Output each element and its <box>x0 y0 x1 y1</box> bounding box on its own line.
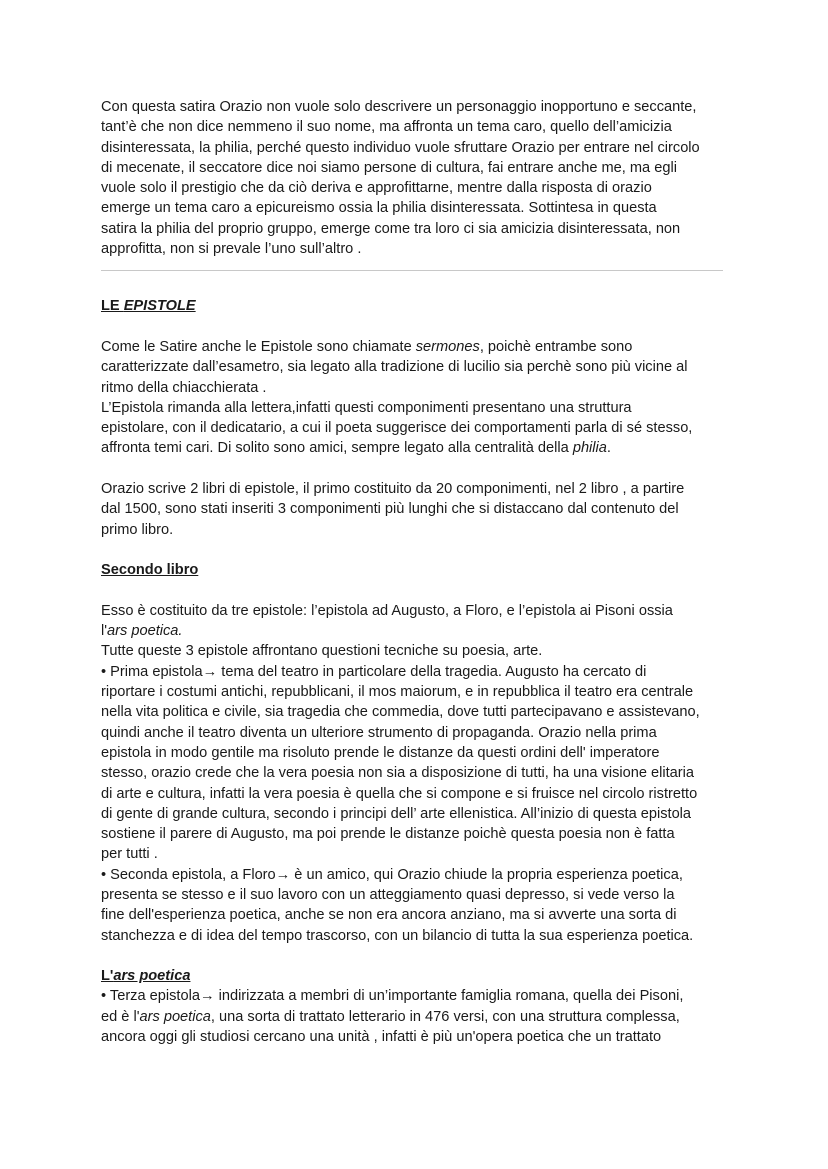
text-line: emerge un tema caro a epicureismo ossia la philia disinteressata. Sottintesa in questa <box>101 200 657 217</box>
text-line: primo libro. <box>101 521 174 538</box>
text-line: stesso, orazio crede che la vera poesia non sia a disposizione di tutti, ha una visione elitaria <box>101 765 695 782</box>
text-line: • Terza epistola→ indirizzata a membri di un’importante famiglia romana, quella dei Pisoni, <box>101 988 684 1005</box>
text-line: Come le Satire anche le Epistole sono chiamate sermones, poichè entrambe sono <box>101 338 633 355</box>
seconda-epistola-bullet <box>101 865 741 946</box>
text-line: L’Epistola rimanda alla lettera,infatti questi componimenti presentano una struttura <box>101 399 632 416</box>
text-line: ed è l'ars poetica, una sorta di trattato letterario in 476 versi, con una struttura complessa, <box>101 1008 680 1025</box>
epistole-paragraph-2 <box>101 398 741 459</box>
text-line: ancora oggi gli studiosi cercano una unità , infatti è più un'opera poetica che un trattato <box>101 1029 662 1046</box>
text-line: di gente di grande cultura, secondo i principi dell’ arte ellenistica. All’inizio di questa epistola <box>101 805 692 822</box>
text-line: tant’è che non dice nemmeno il suo nome, ma affronta un tema caro, quello dell’amicizia <box>101 119 672 136</box>
intro-paragraph <box>101 97 741 259</box>
text-line: satira la philia del proprio gruppo, emerge come tra loro ci sia amicizia disinteressata, non <box>101 220 681 237</box>
text-line: fine dell'esperienza poetica, anche se non era ancora anziano, ma si avverte una sorta di <box>101 907 677 924</box>
section-heading-ars-poetica: L'ars poetica <box>101 968 191 985</box>
text-line: ritmo della chiacchierata . <box>101 379 267 396</box>
prima-epistola-bullet <box>101 662 741 865</box>
text-line: Orazio scrive 2 libri di epistole, il primo costituito da 20 componimenti, nel 2 libro , a partire <box>101 481 685 498</box>
text-line: presenta se stesso e il suo lavoro con un atteggiamento quasi depresso, si vede verso la <box>101 886 675 903</box>
text-line: epistolare, con il dedicatario, a cui il poeta suggerisce dei comportamenti parla di sé stesso, <box>101 420 693 437</box>
epistole-paragraph-3 <box>101 479 741 540</box>
text-line: • Seconda epistola, a Floro→ è un amico, qui Orazio chiude la propria esperienza poetica, <box>101 866 683 883</box>
document-page <box>101 97 741 1047</box>
text-line: l'ars poetica. <box>101 623 183 640</box>
epistole-paragraph-1 <box>101 337 741 398</box>
text-line: epistola in modo gentile ma risoluto prende le distanze da questi ordini dell' imperatore <box>101 744 660 761</box>
text-line: sostiene il parere di Augusto, ma poi prende le distanze poichè questa poesia non è fatta <box>101 826 675 843</box>
text-line: nella vita politica e civile, sia tragedia che commedia, dove tutti partecipavano e assistevano, <box>101 704 700 721</box>
text-line: disinteressata, la philia, perché questo individuo vuole sfruttare Orazio per entrare nel circolo <box>101 139 700 156</box>
text-line: Con questa satira Orazio non vuole solo descrivere un personaggio inopportuno e seccante, <box>101 99 697 115</box>
section-heading-epistole: LE EPISTOLE <box>101 298 196 315</box>
text-line: • Prima epistola→ tema del teatro in particolare della tragedia. Augusto ha cercato di <box>101 663 647 680</box>
terza-epistola-bullet <box>101 986 741 1047</box>
text-line: Tutte queste 3 epistole affrontano questioni tecniche su poesia, arte. <box>101 643 543 660</box>
text-line: dal 1500, sono stati inseriti 3 componimenti più lunghi che si distaccano dal contenuto del <box>101 501 679 518</box>
text-line: quindi anche il teatro diventa un ulteriore strumento di propaganda. Orazio nella prima <box>101 724 657 741</box>
text-line: affronta temi cari. Di solito sono amici, sempre legato alla centralità della philia. <box>101 440 611 457</box>
text-line: Esso è costituito da tre epistole: l’epistola ad Augusto, a Floro, e l’epistola ai Pisoni ossia <box>101 602 673 619</box>
secondo-libro-intro <box>101 601 741 662</box>
text-line: caratterizzate dall’esametro, sia legato alla tradizione di lucilio sia perchè sono più vicine al <box>101 359 688 376</box>
text-line: per tutti . <box>101 846 158 863</box>
text-line: vuole solo il prestigio che da ciò deriva e approfittarne, mentre dalla risposta di orazio <box>101 180 652 197</box>
text-line: di arte e cultura, infatti la vera poesia è quella che si compone e si fruisce nel circolo ristretto <box>101 785 698 802</box>
text-line: stanchezza e di idea del tempo trascorso, con un bilancio di tutta la sua esperienza poetica. <box>101 927 694 944</box>
text-line: approfitta, non si prevale l’uno sull’altro . <box>101 241 362 258</box>
section-heading-secondo-libro: Secondo libro <box>101 562 199 579</box>
text-line: riportare i costumi antichi, repubblicani, il mos maiorum, e in repubblica il teatro era centrale <box>101 684 694 701</box>
text-line: di mecenate, il seccatore dice noi siamo persone di cultura, fai entrare anche me, ma egli <box>101 159 677 176</box>
